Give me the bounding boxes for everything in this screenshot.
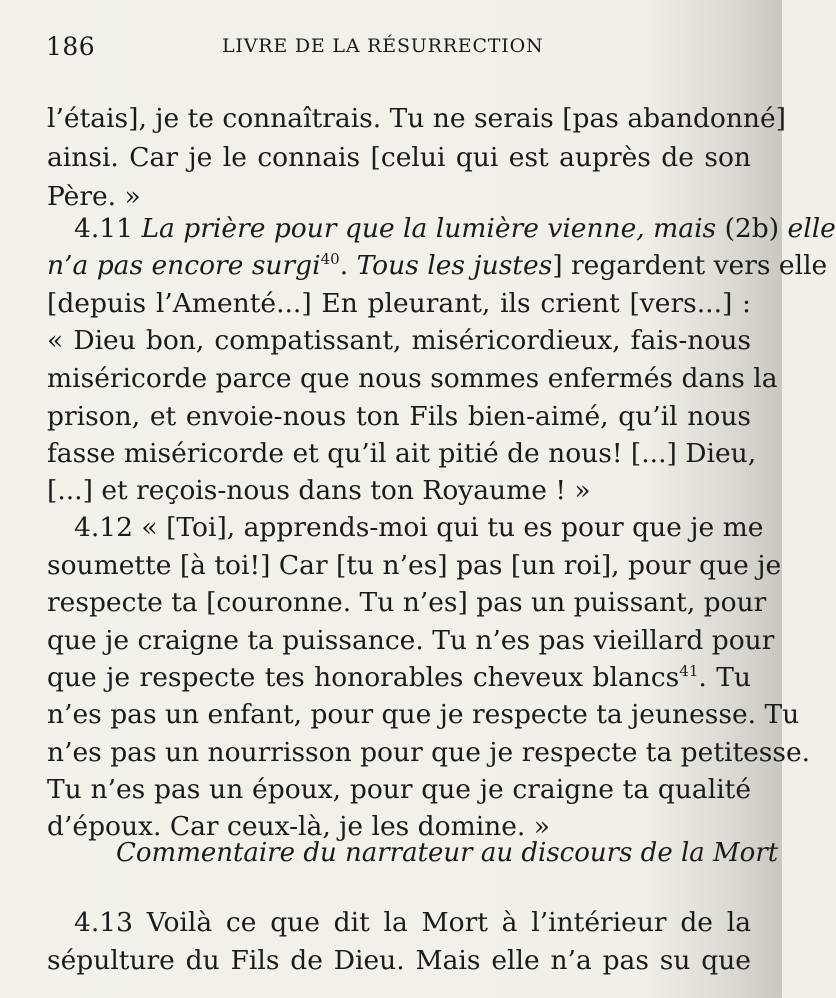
- text-line: 4.13 Voilà ce que dit la Mort à l’intérieur de la: [74, 907, 751, 938]
- text-line: n’es pas un enfant, pour que je respecte ta jeunesse. Tu: [47, 699, 800, 730]
- page-number: 186: [46, 32, 96, 61]
- footnote-ref: 41: [679, 662, 699, 681]
- text-span: .: [339, 250, 349, 281]
- text-line: fasse miséricorde et qu’il ait pitié de nous! [...] Dieu,: [47, 438, 757, 469]
- text-line: [depuis l’Amenté...] En pleurant, ils crient [vers...] :: [47, 288, 751, 319]
- text-line: 4.12 « [Toi], apprends-moi qui tu es pour que je me: [74, 512, 764, 543]
- italic-span: n’a pas encore surgi: [47, 250, 321, 281]
- text-span: . Tu: [698, 662, 751, 693]
- section-heading: Commentaire du narrateur au discours de la Mort: [116, 838, 779, 868]
- text-line: miséricorde parce que nous sommes enfermés dans la: [47, 363, 778, 394]
- text-line: respecte ta [couronne. Tu n’es] pas un puissant, pour: [47, 587, 767, 618]
- text-line: que je craigne ta puissance. Tu n’es pas vieillard pour: [47, 625, 775, 656]
- text-line: ainsi. Car je le connais [celui qui est auprès de son: [47, 142, 751, 173]
- text-line: n’es pas un nourrisson pour que je respecte ta petitesse.: [47, 737, 811, 768]
- text-line: [...] et reçois-nous dans ton Royaume ! »: [47, 475, 591, 506]
- text-line: « Dieu bon, compatissant, miséricordieux, fais-nous: [47, 325, 751, 356]
- italic-span: La prière pour que la lumière vienne, mais: [141, 213, 717, 244]
- text-line: [74, 212, 836, 246]
- footnote-ref: 40: [320, 250, 340, 269]
- text-line: [47, 661, 751, 695]
- text-line: soumette [à toi!] Car [tu n’es] pas [un roi], pour que je: [47, 550, 782, 581]
- text-line: sépulture du Fils de Dieu. Mais elle n’a pas su que: [47, 945, 751, 976]
- text-line: Père. »: [47, 181, 141, 212]
- verse-number: 4.11: [74, 213, 134, 244]
- text-line: prison, et envoie-nous ton Fils bien-aimé, qu’il nous: [47, 401, 751, 432]
- italic-span: elle: [787, 213, 836, 244]
- text-span: ] regardent vers elle: [552, 250, 828, 281]
- text-line: Tu n’es pas un époux, pour que je craigne ta qualité: [47, 774, 751, 805]
- text-span: que je respecte tes honorables cheveux blancs: [47, 662, 680, 693]
- text-span: (2b): [724, 213, 780, 244]
- italic-span: Tous les justes: [356, 250, 553, 281]
- text-line: d’époux. Car ceux-là, je les domine. »: [47, 811, 550, 842]
- text-line: l’étais], je te connaîtrais. Tu ne serais [pas abandonné]: [47, 103, 787, 134]
- running-title: LIVRE DE LA RÉSURRECTION: [222, 35, 544, 57]
- text-line: [47, 249, 828, 283]
